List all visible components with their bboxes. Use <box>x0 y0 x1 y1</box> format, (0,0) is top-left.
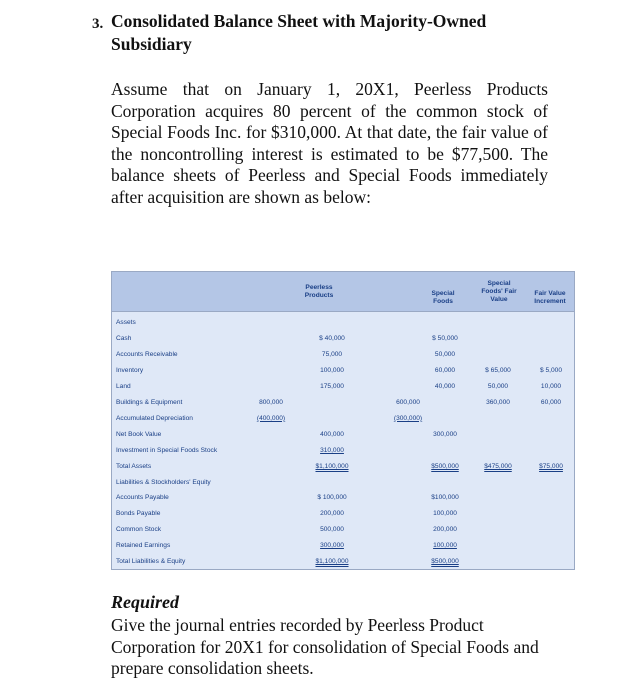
required-title: Required <box>111 592 180 612</box>
header-fair-value: Special Foods' Fair Value <box>481 280 517 303</box>
cell-s2: 100,000 <box>433 542 457 550</box>
cell-p2: 310,000 <box>320 446 344 454</box>
row-label: Common Stock <box>116 526 162 534</box>
row-label: Assets <box>116 319 136 326</box>
cell-s2: $ 50,000 <box>432 334 458 342</box>
cell-p2: 175,000 <box>320 382 344 390</box>
cell-inc: $75,000 <box>539 462 563 470</box>
row-label: Accounts Payable <box>116 494 169 502</box>
cell-fv: $475,000 <box>484 462 512 470</box>
cell-p2: $ 100,000 <box>317 494 347 502</box>
header-increment: Fair Value Increment <box>534 290 566 305</box>
cell-p2: $1,100,000 <box>315 462 349 470</box>
cell-s2: 40,000 <box>434 382 456 390</box>
cell-s1: (300,000) <box>393 414 423 422</box>
cell-p1: (400,000) <box>256 414 286 422</box>
cell-fv: 50,000 <box>487 382 509 390</box>
cell-fv: 360,000 <box>486 398 510 406</box>
row-label: Retained Earnings <box>116 542 171 550</box>
cell-s2: $500,000 <box>431 462 459 470</box>
row-label: Investment in Special Foods Stock <box>116 446 218 454</box>
cell-s2: 50,000 <box>434 350 456 358</box>
cell-s2: 300,000 <box>433 430 457 438</box>
cell-p1: 800,000 <box>259 398 283 406</box>
row-label: Inventory <box>116 366 144 374</box>
problem-number: 3. <box>92 16 104 32</box>
cell-p2: 400,000 <box>320 430 344 438</box>
row-label: Liabilities & Stockholders' Equity <box>116 478 211 486</box>
row-label: Land <box>116 382 131 390</box>
cell-s2: $500,000 <box>431 558 459 566</box>
required-text: Give the journal entries recorded by Peerless Product Corporation for 20X1 for consolidation of Special Foods and prepare consolidation sheets. <box>111 615 539 679</box>
cell-p2: $ 40,000 <box>319 334 345 342</box>
cell-fv: $ 65,000 <box>485 366 511 374</box>
header-peerless: Peerless Products <box>304 284 334 299</box>
cell-s1: 600,000 <box>396 398 420 406</box>
header-special: Special Foods <box>431 290 455 305</box>
cell-p2: 500,000 <box>320 526 344 534</box>
cell-s2: $100,000 <box>431 494 459 502</box>
cell-s2: 60,000 <box>434 366 456 374</box>
cell-p2: 100,000 <box>320 366 344 374</box>
row-label: Total Assets <box>116 462 152 470</box>
row-label: Total Liabilities & Equity <box>116 558 186 566</box>
row-label: Accumulated Depreciation <box>116 414 193 422</box>
row-label: Net Book Value <box>116 430 162 438</box>
cell-inc: 60,000 <box>540 398 562 406</box>
row-label: Bonds Payable <box>116 510 161 518</box>
cell-inc: 10,000 <box>540 382 562 390</box>
problem-title: Consolidated Balance Sheet with Majority-Owned Subsidiary <box>111 11 487 54</box>
table-header <box>112 272 574 312</box>
row-label: Accounts Receivable <box>116 350 178 358</box>
cell-s2: 200,000 <box>433 526 457 534</box>
cell-p2: 75,000 <box>321 350 343 358</box>
cell-p2: $1,100,000 <box>315 558 349 566</box>
cell-p2: 300,000 <box>320 542 344 550</box>
row-label: Buildings & Equipment <box>116 398 183 406</box>
balance-sheet-table <box>111 271 575 570</box>
cell-inc: $ 5,000 <box>540 366 562 374</box>
problem-intro: Assume that on January 1, 20X1, Peerless Products Corporation acquires 80 percent of the common stock of Special Foods Inc. for $310,000. At that date, the fair value of the noncontrolling interest is estimated to be $77,500. The balance sheets of Peerless and Special Foods immediately after acquisition are shown as below: <box>111 79 548 207</box>
cell-p2: 200,000 <box>320 510 344 518</box>
row-label: Cash <box>116 334 132 342</box>
cell-s2: 100,000 <box>433 510 457 518</box>
